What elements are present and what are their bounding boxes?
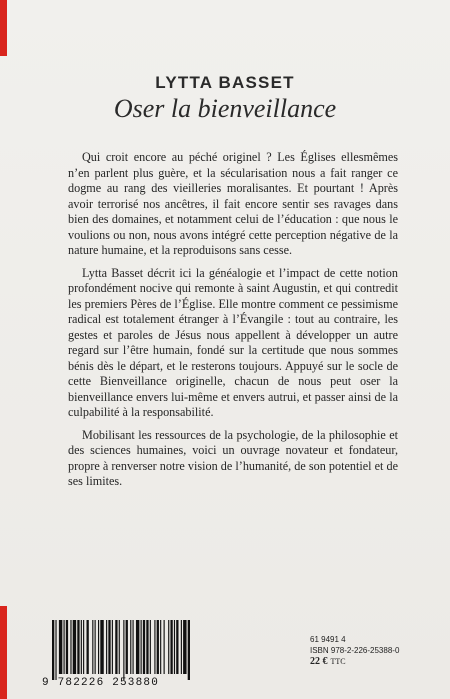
publication-info	[310, 634, 399, 667]
blurb-paragraph-3: Mobilisant les ressources de la psychologie, de la philosophie et des sciences humaines, voici un ouvrage novateur et fondateur, propre à renverser notre vision de l’humanité, de son potentiel et de ses limites.	[68, 427, 398, 488]
barcode-bar	[64, 620, 65, 674]
price-line	[310, 656, 399, 667]
barcode-bar	[92, 620, 93, 674]
barcode-bar	[59, 620, 62, 674]
product-code: 61 9491 4	[310, 635, 346, 644]
barcode-bar	[176, 620, 178, 674]
barcode-bar	[100, 620, 103, 674]
barcode-bar	[115, 620, 117, 674]
barcode-bar	[66, 620, 68, 674]
barcode-bar	[150, 620, 151, 674]
barcode-bar	[136, 620, 139, 674]
barcode-bar	[73, 620, 76, 674]
barcode-bar	[160, 620, 161, 674]
price-tax-label: TTC	[330, 657, 346, 666]
blurb	[68, 150, 398, 497]
price: 22 €	[310, 656, 328, 667]
barcode-bar	[170, 620, 172, 674]
barcode-bar	[52, 620, 54, 680]
barcode-bar	[87, 620, 89, 674]
barcode-bar	[119, 620, 120, 674]
barcode-bar	[95, 620, 96, 674]
barcode-bar	[157, 620, 159, 674]
barcode-bar	[143, 620, 145, 674]
barcode-bar	[83, 620, 84, 674]
barcode-bar	[183, 620, 186, 674]
barcode-bar	[168, 620, 169, 674]
barcode-bar	[141, 620, 142, 674]
barcode-bar	[70, 620, 71, 674]
book-title: Oser la bienveillance	[113, 94, 337, 123]
red-margin-bar-bottom	[0, 606, 7, 699]
barcode-bar	[98, 620, 99, 674]
barcode-bar	[164, 620, 165, 674]
blurb-paragraph-1: Qui croit encore au péché originel ? Les Églises ellesmêmes n’en parlent plus guère, et la sécularisation nous a fait ranger ce dogme au rang des vieilleries moralisantes. Et pourtant ! Après avoir terrorisé nos ancêtres, il fait encore sentir ses ravages dans bien des domaines, et notamment celui de l’éducation : que nous le voulions ou non, nous avons intégré cette perception négative de la nature humaine, et la reproduisons sans cesse.	[68, 150, 398, 257]
isbn-number: ISBN 978-2-226-25388-0	[310, 646, 400, 655]
barcode-bar	[174, 620, 175, 674]
barcode-bar	[146, 620, 148, 674]
barcode-bar	[154, 620, 155, 674]
barcode-bar	[181, 620, 182, 674]
barcode-bar	[108, 620, 110, 674]
barcode-bar	[106, 620, 107, 674]
barcode-digits: 9 782226 253880	[42, 677, 160, 689]
barcode-bar	[55, 620, 56, 680]
barcode-bar	[112, 620, 113, 674]
blurb-paragraph-2: Lytta Basset décrit ici la généalogie et l’impact de cette notion profondément nocive qui remonte à saint Augustin, et qui contredit les premiers Pères de l’Église. Elle montre comment ce pessimisme radical est totalement étranger à l’Évangile : tout au contraire, les gestes et paroles de Jésus nous appellent à développer un autre regard sur l’être humain, fondé sur la certitude que nous sommes bénis dès le départ, et le resterons toujours. Appuyé sur le socle de cette Bienveillance originelle, chacun de nous peut oser la bienveillance envers lui-même et envers autrui, et passer ainsi de la culpabilité à la responsabilité.	[68, 265, 398, 419]
barcode-bar	[188, 620, 190, 680]
barcode-bar	[133, 620, 134, 674]
barcode-bar	[123, 620, 124, 680]
barcode-bar	[130, 620, 131, 674]
author-name: LYTTA BASSET	[155, 73, 295, 92]
red-margin-bar-top	[0, 0, 7, 56]
barcode-bar	[77, 620, 79, 674]
barcode-bar	[126, 620, 128, 674]
barcode-bar	[81, 620, 82, 674]
